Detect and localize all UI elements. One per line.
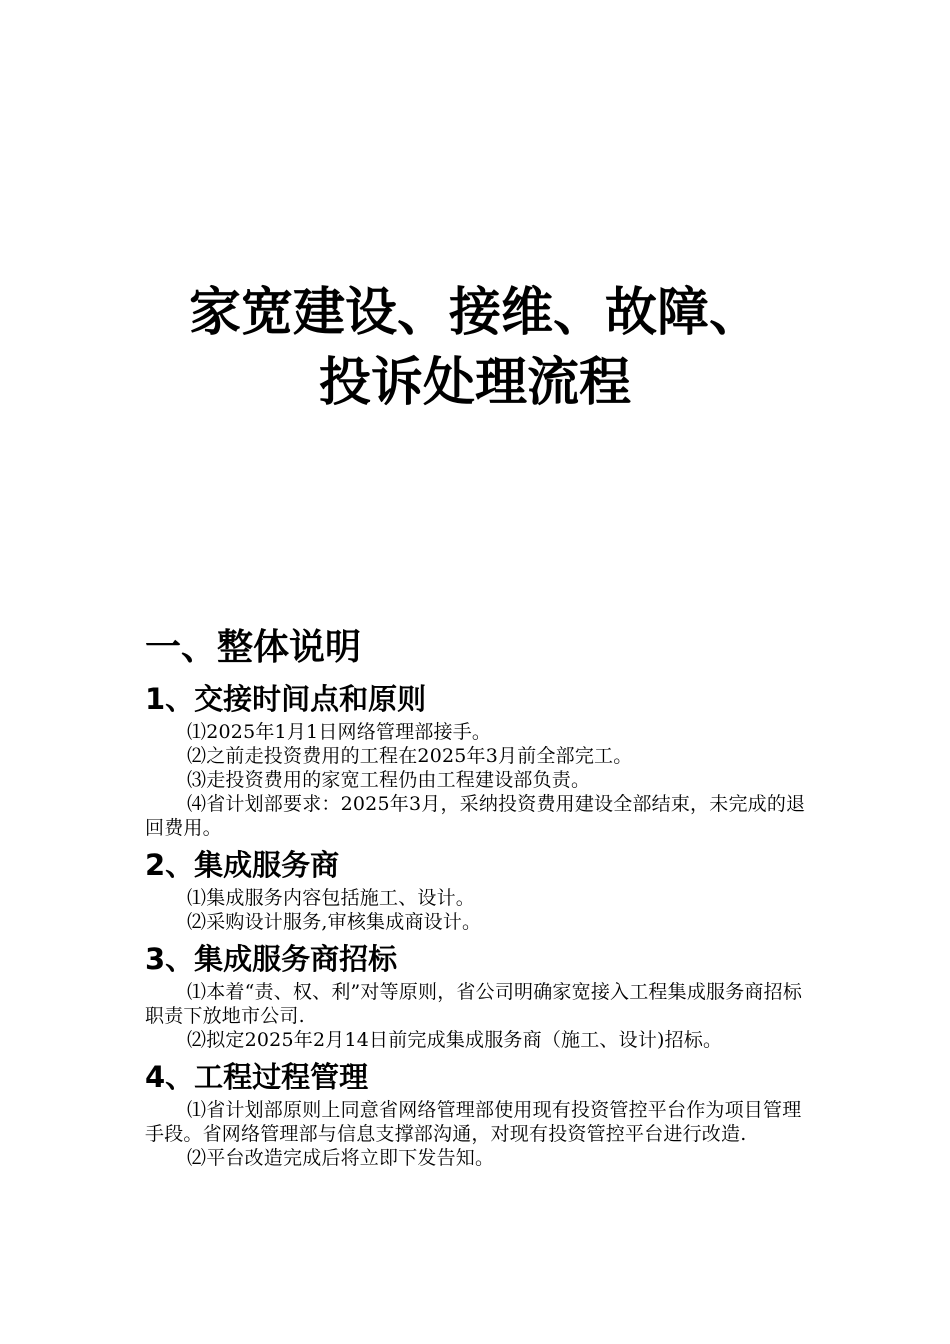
section-heading: 一、整体说明 [145, 627, 362, 668]
document-body [145, 622, 815, 1174]
list-item: ⑵之前走投资费用的工程在2025年3月前全部完工。 [187, 745, 633, 767]
list-item: ⑴省计划部原则上同意省网络管理部使用现有投资管控平台作为项目管理手段。省网络管理部与信息支撑部沟通，对现有投资管控平台进行改造. [145, 1099, 802, 1145]
list-item: ⑴本着“责、权、利”对等原则，省公司明确家宽接入工程集成服务商招标职责下放地市公司. [145, 981, 803, 1027]
subsection-heading: 2、集成服务商 [145, 848, 340, 882]
list-item: ⑵平台改造完成后将立即下发告知。 [187, 1147, 495, 1169]
list-item: ⑵拟定2025年2月14日前完成集成服务商（施工、设计)招标。 [187, 1029, 723, 1051]
document-title-line-1: 家宽建设、接维、故障、 [188, 283, 761, 343]
subsection-1 [145, 678, 815, 840]
subsection-4 [145, 1056, 815, 1170]
list-item: ⑷省计划部要求：2025年3月，采纳投资费用建设全部结束，未完成的退回费用。 [145, 793, 806, 839]
list-item: ⑴2025年1月1日网络管理部接手。 [187, 721, 492, 743]
subsection-3 [145, 938, 815, 1052]
document-title-line-2: 投诉处理流程 [318, 353, 631, 413]
document-title [0, 278, 950, 418]
subsection-heading: 4、工程过程管理 [145, 1060, 369, 1094]
subsection-heading: 3、集成服务商招标 [145, 942, 398, 976]
list-item: ⑶走投资费用的家宽工程仍由工程建设部负责。 [187, 769, 591, 791]
list-item: ⑵采购设计服务,审核集成商设计。 [187, 911, 482, 933]
subsection-heading: 1、交接时间点和原则 [145, 682, 427, 716]
list-item: ⑴集成服务内容包括施工、设计。 [187, 887, 476, 909]
subsection-2 [145, 844, 815, 934]
